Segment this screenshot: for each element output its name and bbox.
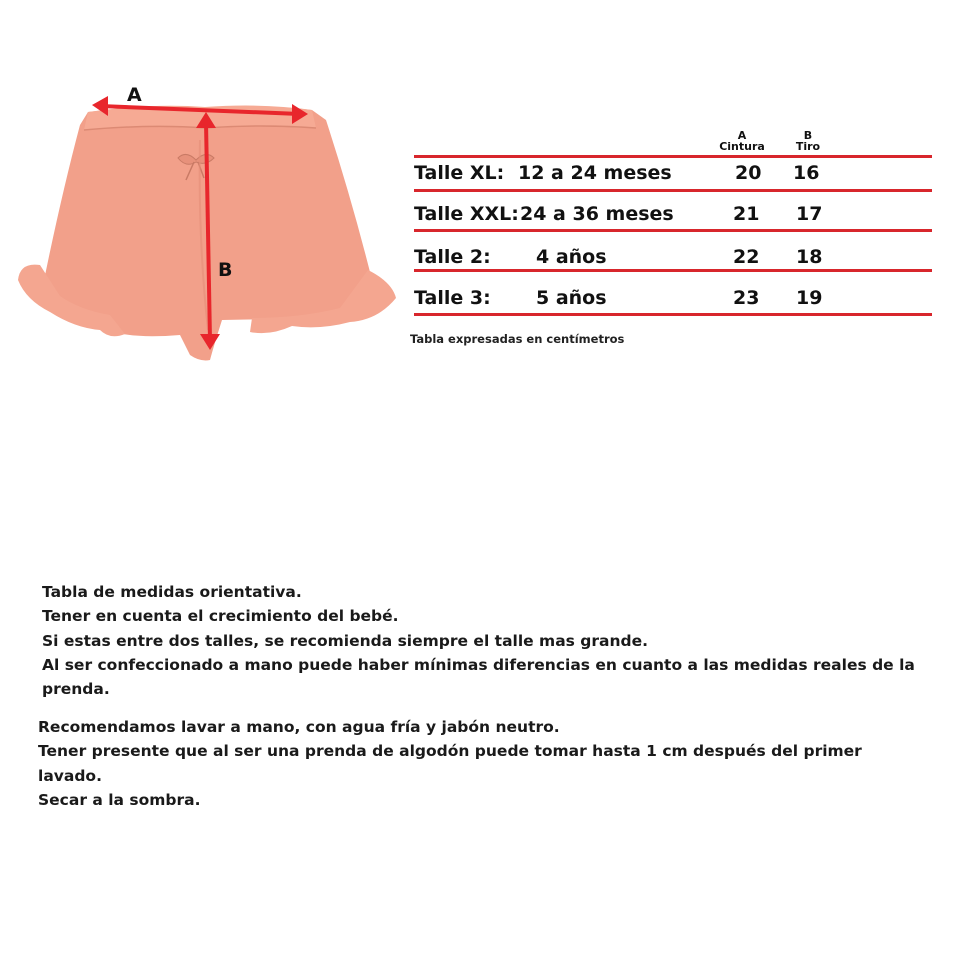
column-letter: B [803, 129, 813, 142]
care-line: Tener presente que al ser una prenda de algodón puede tomar hasta 1 cm después del primer [38, 742, 862, 761]
info-paragraph [42, 580, 915, 701]
column-header-b [788, 130, 828, 152]
label-a: A [127, 84, 142, 106]
care-line: lavado. [38, 766, 102, 785]
age-range: 24 a 36 meses [520, 203, 674, 225]
waist-value: 20 [735, 162, 762, 184]
rise-value: 16 [793, 162, 820, 184]
info-line: Tener en cuenta el crecimiento del bebé. [42, 607, 399, 626]
rise-value: 19 [796, 287, 823, 309]
age-range: 5 años [536, 287, 607, 309]
care-line: Secar a la sombra. [38, 790, 201, 809]
waist-value: 21 [733, 203, 760, 225]
size-label: Talle XL: [414, 162, 505, 184]
table-rule [414, 269, 932, 272]
size-label: Talle 3: [414, 287, 491, 309]
column-name: Cintura [719, 140, 765, 153]
care-paragraph [38, 715, 862, 812]
info-line: Si estas entre dos talles, se recomienda siempre el talle mas grande. [42, 631, 649, 650]
shorts-illustration [0, 0, 420, 380]
info-line: prenda. [42, 680, 110, 699]
size-label: Talle 2: [414, 246, 491, 268]
waist-value: 23 [733, 287, 760, 309]
age-range: 12 a 24 meses [518, 162, 672, 184]
table-rule [414, 155, 932, 158]
waist-value: 22 [733, 246, 760, 268]
label-b: B [218, 259, 233, 281]
table-rule [414, 229, 932, 232]
size-label: Talle XXL: [414, 203, 519, 225]
info-line: Tabla de medidas orientativa. [42, 583, 302, 601]
rise-value: 17 [796, 203, 823, 225]
column-letter: A [737, 129, 747, 142]
table-rule [414, 313, 932, 316]
info-line: Al ser confeccionado a mano puede haber mínimas diferencias en cuanto a las medidas reales de la [42, 655, 915, 674]
column-name: Tiro [795, 140, 821, 153]
care-line: Recomendamos lavar a mano, con agua fría y jabón neutro. [38, 718, 560, 736]
table-rule [414, 189, 932, 192]
column-header-a [719, 129, 765, 153]
rise-value: 18 [796, 246, 823, 268]
age-range: 4 años [536, 246, 607, 268]
table-note: Tabla expresadas en centímetros [410, 332, 625, 346]
